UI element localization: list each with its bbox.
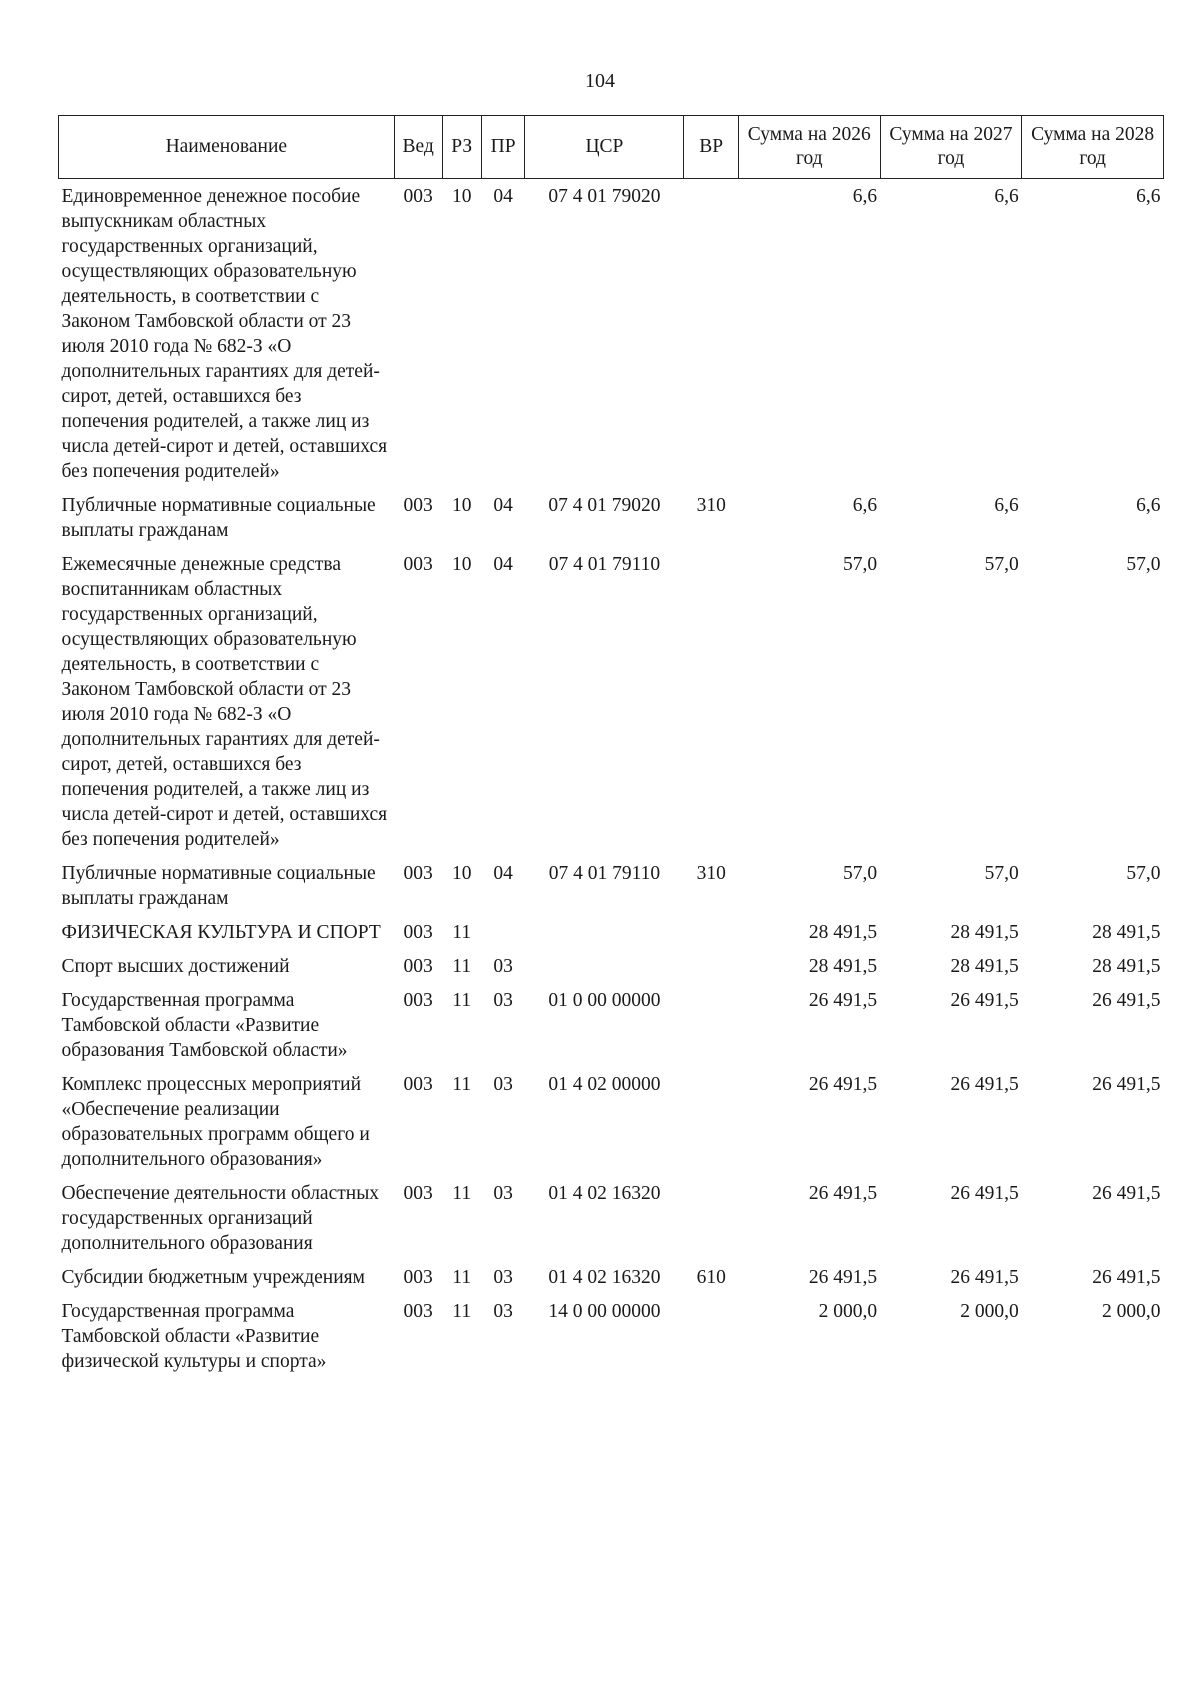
cell-name: ФИЗИЧЕСКАЯ КУЛЬТУРА И СПОРТ (61, 922, 381, 943)
cell-name: Обеспечение деятельности областных государственных организаций дополнительного образования (61, 1183, 380, 1254)
cell-sum-2026: 28 491,5 (808, 922, 878, 943)
cell-vr: 310 (696, 495, 726, 516)
cell-sum-2026: 57,0 (842, 863, 878, 884)
header-pr: ПР (481, 116, 525, 179)
cell-csr: 07 4 01 79020 (548, 186, 661, 207)
cell-csr: 07 4 01 79020 (548, 495, 661, 516)
cell-pr: 04 (493, 495, 513, 516)
cell-rz: 11 (452, 1267, 472, 1288)
cell-name: Спорт высших достижений (61, 956, 290, 977)
cell-name: Субсидии бюджетным учреждениям (61, 1267, 365, 1288)
cell-csr: 07 4 01 79110 (548, 554, 661, 575)
cell-vr: 310 (696, 863, 726, 884)
header-sum-2027: Сумма на 2027 год (880, 116, 1022, 179)
cell-csr: 14 0 00 00000 (548, 1301, 661, 1322)
cell-vr (684, 1067, 738, 1176)
cell-sum-2026: 6,6 (852, 186, 878, 207)
cell-ved: 003 (403, 554, 433, 575)
cell-sum-2027: 6,6 (994, 186, 1019, 207)
cell-csr (525, 915, 684, 949)
table-header-row (59, 116, 1164, 179)
cell-sum-2026: 26 491,5 (808, 1267, 878, 1288)
cell-pr: 03 (493, 1267, 513, 1288)
cell-csr: 01 4 02 16320 (548, 1183, 661, 1204)
cell-sum-2028: 26 491,5 (1092, 1183, 1161, 1204)
cell-vr (684, 915, 738, 949)
cell-ved: 003 (403, 1267, 433, 1288)
cell-pr: 03 (493, 1183, 513, 1204)
cell-sum-2027: 57,0 (984, 863, 1019, 884)
cell-rz: 10 (451, 495, 472, 516)
table-row (59, 1294, 1164, 1378)
cell-sum-2028: 6,6 (1136, 495, 1161, 516)
cell-sum-2028: 28 491,5 (1092, 956, 1161, 977)
cell-name: Ежемесячные денежные средства воспитанникам областных государственных организаций, осуществляющих образовательную деятельность, в соответствии с Законом Тамбовской области от 23 июля 2010 года № 682-З «О дополнительных гарантиях для детей-сирот, детей, оставшихся без попечения родителей, а также лиц из числа детей-сирот и детей, оставшихся без попечения родителей» (61, 554, 388, 850)
cell-pr: 04 (493, 554, 513, 575)
cell-rz: 10 (451, 863, 472, 884)
cell-sum-2026: 26 491,5 (808, 1183, 878, 1204)
cell-name: Единовременное денежное пособие выпускникам областных государственных организаций, осуществляющих образовательную деятельность, в соответствии с Законом Тамбовской области от 23 июля 2010 года № 682-З «О дополнительных гарантиях для детей-сирот, детей, оставшихся без попечения родителей, а также лиц из числа детей-сирот и детей, оставшихся без попечения родителей» (61, 186, 388, 482)
cell-rz: 11 (452, 1074, 472, 1095)
cell-ved: 003 (403, 1301, 433, 1322)
table-row (59, 983, 1164, 1067)
cell-pr: 03 (493, 956, 513, 977)
cell-sum-2028: 2 000,0 (1102, 1301, 1161, 1322)
cell-pr: 03 (493, 1074, 513, 1095)
cell-csr: 01 4 02 16320 (548, 1267, 661, 1288)
cell-rz: 11 (452, 1183, 472, 1204)
cell-pr: 04 (493, 186, 513, 207)
table-row (59, 488, 1164, 547)
header-vr: ВР (684, 116, 738, 179)
cell-sum-2026: 26 491,5 (808, 1074, 878, 1095)
table-row (59, 1176, 1164, 1260)
cell-name: Публичные нормативные социальные выплаты гражданам (61, 495, 376, 541)
cell-sum-2026: 57,0 (842, 554, 878, 575)
cell-sum-2028: 57,0 (1126, 554, 1161, 575)
cell-sum-2026: 2 000,0 (818, 1301, 878, 1322)
cell-vr (684, 983, 738, 1067)
header-rz: РЗ (442, 116, 481, 179)
page-number: 104 (585, 70, 615, 92)
budget-table (58, 115, 1164, 1378)
header-ved: Вед (394, 116, 442, 179)
table-row (59, 547, 1164, 856)
table-row (59, 949, 1164, 983)
cell-rz: 11 (452, 956, 472, 977)
header-sum-2028: Сумма на 2028 год (1022, 116, 1164, 179)
cell-sum-2027: 2 000,0 (960, 1301, 1019, 1322)
cell-vr (684, 1176, 738, 1260)
cell-sum-2027: 28 491,5 (950, 922, 1019, 943)
cell-sum-2027: 28 491,5 (950, 956, 1019, 977)
table-row (59, 915, 1164, 949)
cell-csr: 01 0 00 00000 (548, 990, 661, 1011)
cell-sum-2027: 26 491,5 (950, 990, 1019, 1011)
cell-sum-2028: 28 491,5 (1092, 922, 1161, 943)
header-csr: ЦСР (525, 116, 684, 179)
cell-sum-2027: 26 491,5 (950, 1074, 1019, 1095)
cell-rz: 10 (451, 186, 472, 207)
cell-sum-2026: 28 491,5 (808, 956, 878, 977)
cell-vr (684, 1294, 738, 1378)
cell-vr (684, 547, 738, 856)
cell-rz: 11 (452, 990, 472, 1011)
cell-sum-2027: 26 491,5 (950, 1183, 1019, 1204)
cell-ved: 003 (403, 1183, 433, 1204)
table-row (59, 1067, 1164, 1176)
cell-sum-2027: 26 491,5 (950, 1267, 1019, 1288)
cell-sum-2028: 26 491,5 (1092, 1267, 1161, 1288)
cell-sum-2026: 6,6 (852, 495, 878, 516)
cell-vr (684, 179, 738, 489)
cell-ved: 003 (403, 956, 433, 977)
cell-csr (525, 949, 684, 983)
cell-name: Государственная программа Тамбовской области «Развитие физической культуры и спорта» (61, 1301, 327, 1372)
cell-ved: 003 (403, 922, 433, 943)
cell-name: Публичные нормативные социальные выплаты гражданам (61, 863, 376, 909)
cell-sum-2028: 57,0 (1126, 863, 1161, 884)
cell-pr: 03 (493, 990, 513, 1011)
cell-pr: 04 (493, 863, 513, 884)
table-row (59, 179, 1164, 489)
cell-sum-2026: 26 491,5 (808, 990, 878, 1011)
cell-rz: 10 (451, 554, 472, 575)
cell-ved: 003 (403, 990, 433, 1011)
cell-sum-2028: 26 491,5 (1092, 990, 1161, 1011)
table-row (59, 856, 1164, 915)
cell-vr: 610 (696, 1267, 726, 1288)
cell-vr (684, 949, 738, 983)
cell-sum-2028: 26 491,5 (1092, 1074, 1161, 1095)
cell-pr: 03 (493, 1301, 513, 1322)
cell-sum-2027: 6,6 (994, 495, 1019, 516)
header-sum-2026: Сумма на 2026 год (738, 116, 880, 179)
cell-pr (481, 915, 525, 949)
cell-sum-2028: 6,6 (1136, 186, 1161, 207)
cell-ved: 003 (403, 863, 433, 884)
cell-rz: 11 (452, 1301, 472, 1322)
cell-sum-2027: 57,0 (984, 554, 1019, 575)
cell-ved: 003 (403, 1074, 433, 1095)
cell-name: Комплекс процессных мероприятий «Обеспечение реализации образовательных программ общего и дополнительного образования» (61, 1074, 370, 1170)
cell-ved: 003 (403, 495, 433, 516)
cell-rz: 11 (452, 922, 472, 943)
table-row (59, 1260, 1164, 1294)
cell-csr: 01 4 02 00000 (548, 1074, 661, 1095)
cell-csr: 07 4 01 79110 (548, 863, 661, 884)
cell-name: Государственная программа Тамбовской области «Развитие образования Тамбовской области» (61, 990, 348, 1061)
cell-ved: 003 (403, 186, 433, 207)
header-name: Наименование (59, 116, 395, 179)
